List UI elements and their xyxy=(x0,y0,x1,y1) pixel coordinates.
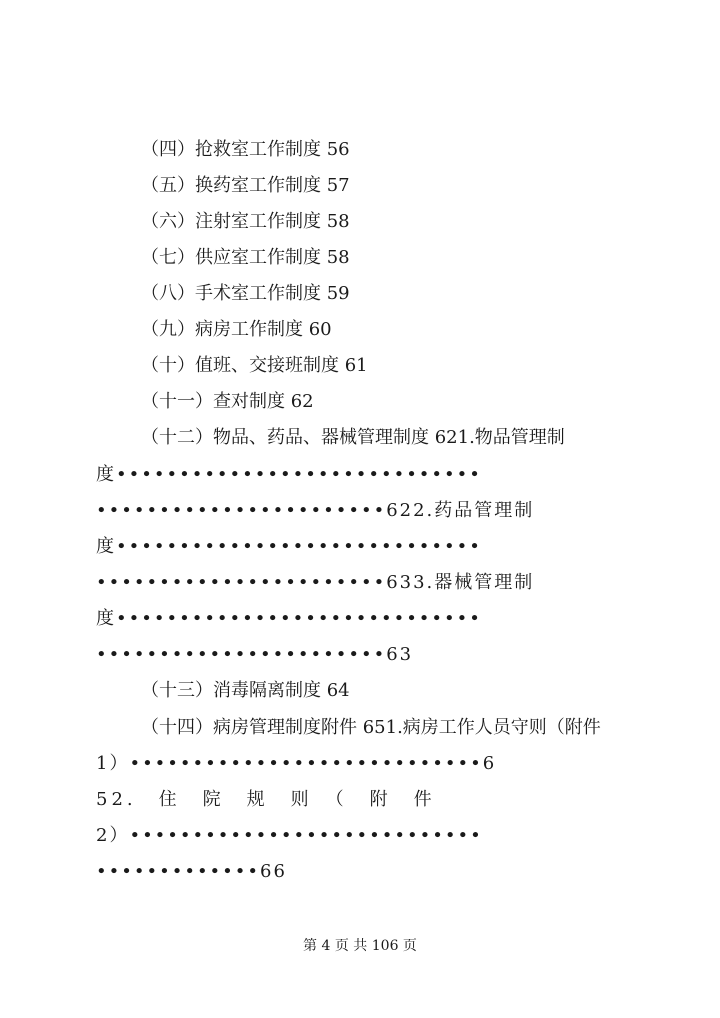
toc-item-12: （十二）物品、药品、器械管理制度 621.物品管理制 xyxy=(141,427,565,448)
toc-item-9: （九）病房工作制度 60 xyxy=(141,319,332,340)
toc-leader-line: 1）••••••••••••••••••••••••••••6 xyxy=(96,753,497,774)
toc-item-8: （八）手术室工作制度 59 xyxy=(141,283,350,304)
page-number-footer: 第 4 页 共 106 页 xyxy=(303,938,417,954)
toc-item-14: （十四）病房管理制度附件 651.病房工作人员守则（附件 xyxy=(141,717,601,738)
toc-item-7: （七）供应室工作制度 58 xyxy=(141,247,350,268)
toc-item-13: （十三）消毒隔离制度 64 xyxy=(141,680,350,701)
toc-leader-line: •••••••••••••••••••••••622.药品管理制 xyxy=(96,500,535,521)
toc-item-6: （六）注射室工作制度 58 xyxy=(141,211,350,232)
toc-leader-line: •••••••••••••••••••••••63 xyxy=(96,644,414,665)
toc-leader-line: •••••••••••••66 xyxy=(96,861,287,882)
toc-subitem-2: 52. 住 院 规 则 （ 附 件 xyxy=(96,789,436,810)
toc-leader-line: 度••••••••••••••••••••••••••••• xyxy=(96,608,482,629)
toc-item-4: （四）抢救室工作制度 56 xyxy=(141,139,350,160)
toc-item-10: （十）值班、交接班制度 61 xyxy=(141,355,368,376)
toc-leader-line: 度••••••••••••••••••••••••••••• xyxy=(96,536,482,557)
toc-leader-line: 2）•••••••••••••••••••••••••••• xyxy=(96,825,483,846)
toc-leader-line: •••••••••••••••••••••••633.器械管理制 xyxy=(96,572,535,593)
toc-item-5: （五）换药室工作制度 57 xyxy=(141,175,350,196)
toc-leader-line: 度••••••••••••••••••••••••••••• xyxy=(96,464,482,485)
toc-item-11: （十一）查对制度 62 xyxy=(141,391,314,412)
